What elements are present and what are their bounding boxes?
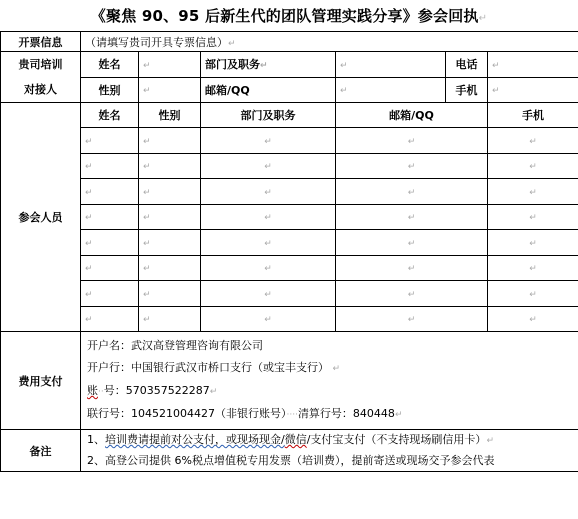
paragraph-mark: ↵	[529, 264, 537, 275]
paragraph-mark: ↵	[264, 264, 272, 275]
attendees-header-dept: 部门及职务	[201, 103, 336, 128]
invoice-field[interactable]	[81, 32, 578, 52]
attendee-row	[1, 306, 578, 332]
paragraph-mark: ↵	[228, 38, 236, 49]
paragraph-mark: ↵	[85, 187, 93, 198]
attendees-header-row	[1, 103, 578, 128]
paragraph-mark: ↵	[85, 315, 93, 326]
paragraph-mark: ↵	[529, 187, 537, 198]
paragraph-mark: ↵	[486, 436, 494, 446]
paragraph-mark: ↵	[264, 162, 272, 173]
attendee-name-cell[interactable]	[81, 306, 139, 332]
contact-name-field[interactable]	[139, 52, 201, 78]
payment-account-prefix: 账	[87, 384, 98, 397]
paragraph-mark: ↵	[143, 86, 151, 97]
attendee-gender-cell[interactable]	[139, 306, 201, 332]
attendee-mobile-cell[interactable]	[488, 255, 578, 281]
paragraph-mark: ↵	[85, 264, 93, 275]
attendee-row	[1, 281, 578, 307]
attendee-row	[1, 128, 578, 154]
attendee-email-cell[interactable]	[336, 255, 488, 281]
attendee-mobile-cell[interactable]	[488, 128, 578, 154]
attendee-dept-cell[interactable]	[201, 255, 336, 281]
payment-clearing-number: 联行号：104521004427（非银行账号）	[87, 407, 287, 420]
contact-row-2	[1, 77, 578, 103]
paragraph-mark: ↵	[407, 264, 416, 275]
contact-email-label: 邮箱/QQ	[201, 77, 336, 103]
attendee-row	[1, 153, 578, 179]
paragraph-mark: ↵	[143, 264, 151, 275]
payment-account-name: 开户名：武汉高登管理咨询有限公司	[87, 339, 263, 352]
payment-bank-text: 开户行：中国银行武汉市桥口支行（或宝丰支行）	[87, 361, 329, 374]
contact-label	[1, 52, 81, 103]
paragraph-mark: ↵	[407, 289, 416, 300]
registration-form-table	[0, 31, 578, 472]
attendee-mobile-cell[interactable]	[488, 306, 578, 332]
contact-mobile-field[interactable]	[488, 77, 578, 103]
paragraph-mark: ↵	[529, 213, 537, 224]
paragraph-mark: ↵	[407, 213, 416, 224]
contact-gender-label: 性别	[81, 77, 139, 103]
paragraph-mark: ↵	[407, 136, 416, 147]
contact-label-line2: 对接人	[24, 83, 57, 96]
attendee-dept-cell[interactable]	[201, 204, 336, 230]
paragraph-mark: ↵	[529, 315, 537, 326]
notes-label: 备注	[1, 430, 81, 472]
attendee-email-cell[interactable]	[336, 204, 488, 230]
paragraph-mark: ↵	[260, 61, 268, 72]
payment-bank	[85, 357, 574, 380]
contact-label-line1: 贵司培训	[18, 58, 63, 71]
paragraph-mark: ↵	[340, 60, 348, 71]
attendee-gender-cell[interactable]	[139, 204, 201, 230]
attendee-email-cell[interactable]	[336, 281, 488, 307]
attendees-header-email: 邮箱/QQ	[336, 103, 488, 128]
paragraph-mark: ↵	[209, 387, 218, 397]
payment-details	[81, 332, 578, 430]
attendee-gender-cell[interactable]	[139, 230, 201, 256]
attendee-email-cell[interactable]	[336, 179, 488, 205]
attendee-email-cell[interactable]	[336, 230, 488, 256]
invoice-row	[1, 32, 578, 52]
attendees-header-gender: 性别	[139, 103, 201, 128]
attendee-mobile-cell[interactable]	[488, 281, 578, 307]
attendee-name-cell[interactable]	[81, 128, 139, 154]
attendee-mobile-cell[interactable]	[488, 153, 578, 179]
paragraph-mark: ↵	[143, 289, 151, 300]
paragraph-mark: ↵	[264, 136, 272, 147]
attendee-mobile-cell[interactable]	[488, 230, 578, 256]
payment-settlement-number: 清算行号：840448	[297, 407, 395, 420]
attendee-mobile-cell[interactable]	[488, 204, 578, 230]
attendee-name-cell[interactable]	[81, 230, 139, 256]
document-title	[0, 2, 578, 30]
attendees-label: 参会人员	[1, 103, 81, 332]
attendee-name-cell[interactable]	[81, 204, 139, 230]
attendee-name-cell[interactable]	[81, 153, 139, 179]
attendee-row	[1, 230, 578, 256]
paragraph-mark: ↵	[143, 238, 151, 249]
contact-dept-field[interactable]	[336, 52, 446, 78]
contact-name-label: 姓名	[81, 52, 139, 78]
attendee-row	[1, 179, 578, 205]
attendee-email-cell[interactable]	[336, 153, 488, 179]
contact-email-field[interactable]	[336, 77, 446, 103]
notes-line-2: 2、高登公司提供 6%税点增值税专用发票（培训费），提前寄送或现场交予参会代表	[87, 454, 495, 467]
notes-line-1-a: 培训费请提前对公支付，或现场现金/	[105, 433, 285, 446]
notes-row	[1, 430, 578, 472]
attendee-gender-cell[interactable]	[139, 179, 201, 205]
notes-line-1-wechat: 微信	[284, 433, 307, 446]
paragraph-mark: ↵	[407, 315, 416, 326]
paragraph-mark: ↵	[529, 289, 537, 300]
attendees-header-mobile: 手机	[488, 103, 578, 128]
payment-clearing: 联行号：104521004427（非银行账号）····清算行号：840448↵	[87, 407, 403, 420]
attendee-gender-cell[interactable]	[139, 255, 201, 281]
paragraph-mark: ↵	[492, 60, 500, 71]
attendee-name-cell[interactable]	[81, 179, 139, 205]
paragraph-mark: ↵	[264, 289, 272, 300]
paragraph-mark: ↵	[143, 187, 151, 198]
contact-dept-label	[201, 52, 336, 78]
paragraph-mark: ↵	[529, 238, 537, 249]
attendee-gender-cell[interactable]	[139, 153, 201, 179]
invoice-label: 开票信息	[1, 32, 81, 52]
contact-row-1	[1, 52, 578, 78]
attendee-mobile-cell[interactable]	[488, 179, 578, 205]
attendee-row	[1, 204, 578, 230]
attendee-name-cell[interactable]	[81, 281, 139, 307]
paragraph-mark: ↵	[143, 213, 151, 224]
paragraph-mark: ↵	[85, 162, 93, 173]
attendee-gender-cell[interactable]	[139, 281, 201, 307]
attendee-gender-cell[interactable]	[139, 128, 201, 154]
paragraph-mark: ↵	[407, 238, 416, 249]
paragraph-mark: ↵	[394, 410, 403, 420]
paragraph-mark: ↵	[264, 187, 272, 198]
notes-line-1-prefix: 1、	[87, 433, 105, 446]
attendee-dept-cell[interactable]	[201, 230, 336, 256]
attendee-email-cell[interactable]	[336, 128, 488, 154]
notes-details	[81, 430, 578, 472]
paragraph-mark: ↵	[332, 364, 341, 374]
payment-account-rest: 号：570357522287	[103, 384, 210, 397]
paragraph-mark: ↵	[85, 136, 93, 147]
notes-line-1	[85, 430, 574, 451]
attendee-dept-cell[interactable]	[201, 153, 336, 179]
document-title-text: 《聚焦 90、95 后新生代的团队管理实践分享》参会回执	[90, 7, 479, 25]
attendee-name-cell[interactable]	[81, 255, 139, 281]
paragraph-mark: ↵	[340, 86, 348, 97]
paragraph-mark: ↵	[85, 238, 93, 249]
payment-label: 费用支付	[1, 332, 81, 430]
attendee-row	[1, 255, 578, 281]
contact-phone-label: 电话	[446, 52, 488, 78]
paragraph-mark: ↵	[264, 315, 272, 326]
paragraph-mark: ↵	[478, 13, 488, 24]
paragraph-mark: ↵	[143, 162, 151, 173]
paragraph-mark: ↵	[492, 86, 500, 97]
attendee-dept-cell[interactable]	[201, 281, 336, 307]
paragraph-mark: ↵	[264, 213, 272, 224]
attendee-dept-cell[interactable]	[201, 128, 336, 154]
payment-row	[1, 332, 578, 430]
payment-account-number: 账··号：570357522287↵	[87, 384, 218, 397]
paragraph-mark: ↵	[529, 162, 537, 173]
attendee-email-cell[interactable]	[336, 306, 488, 332]
paragraph-mark: ↵	[85, 213, 93, 224]
paragraph-mark: ↵	[264, 238, 272, 249]
attendees-header-name: 姓名	[81, 103, 139, 128]
contact-gender-field[interactable]	[139, 77, 201, 103]
contact-phone-field[interactable]	[488, 52, 578, 78]
paragraph-mark: ↵	[529, 136, 537, 147]
paragraph-mark: ↵	[407, 187, 416, 198]
paragraph-mark: ↵	[85, 289, 93, 300]
paragraph-mark: ↵	[143, 315, 151, 326]
invoice-placeholder: （请填写贵司开具专票信息）	[85, 35, 228, 49]
paragraph-mark: ↵	[407, 162, 416, 173]
notes-line-1-b: /支付宝支付（不支持现场刷信用卡）	[306, 433, 487, 446]
contact-dept-label-text: 部门及职务	[205, 58, 260, 72]
paragraph-mark: ↵	[143, 60, 151, 71]
paragraph-mark: ↵	[143, 136, 151, 147]
contact-mobile-label: 手机	[446, 77, 488, 103]
attendee-dept-cell[interactable]	[201, 306, 336, 332]
attendee-dept-cell[interactable]	[201, 179, 336, 205]
